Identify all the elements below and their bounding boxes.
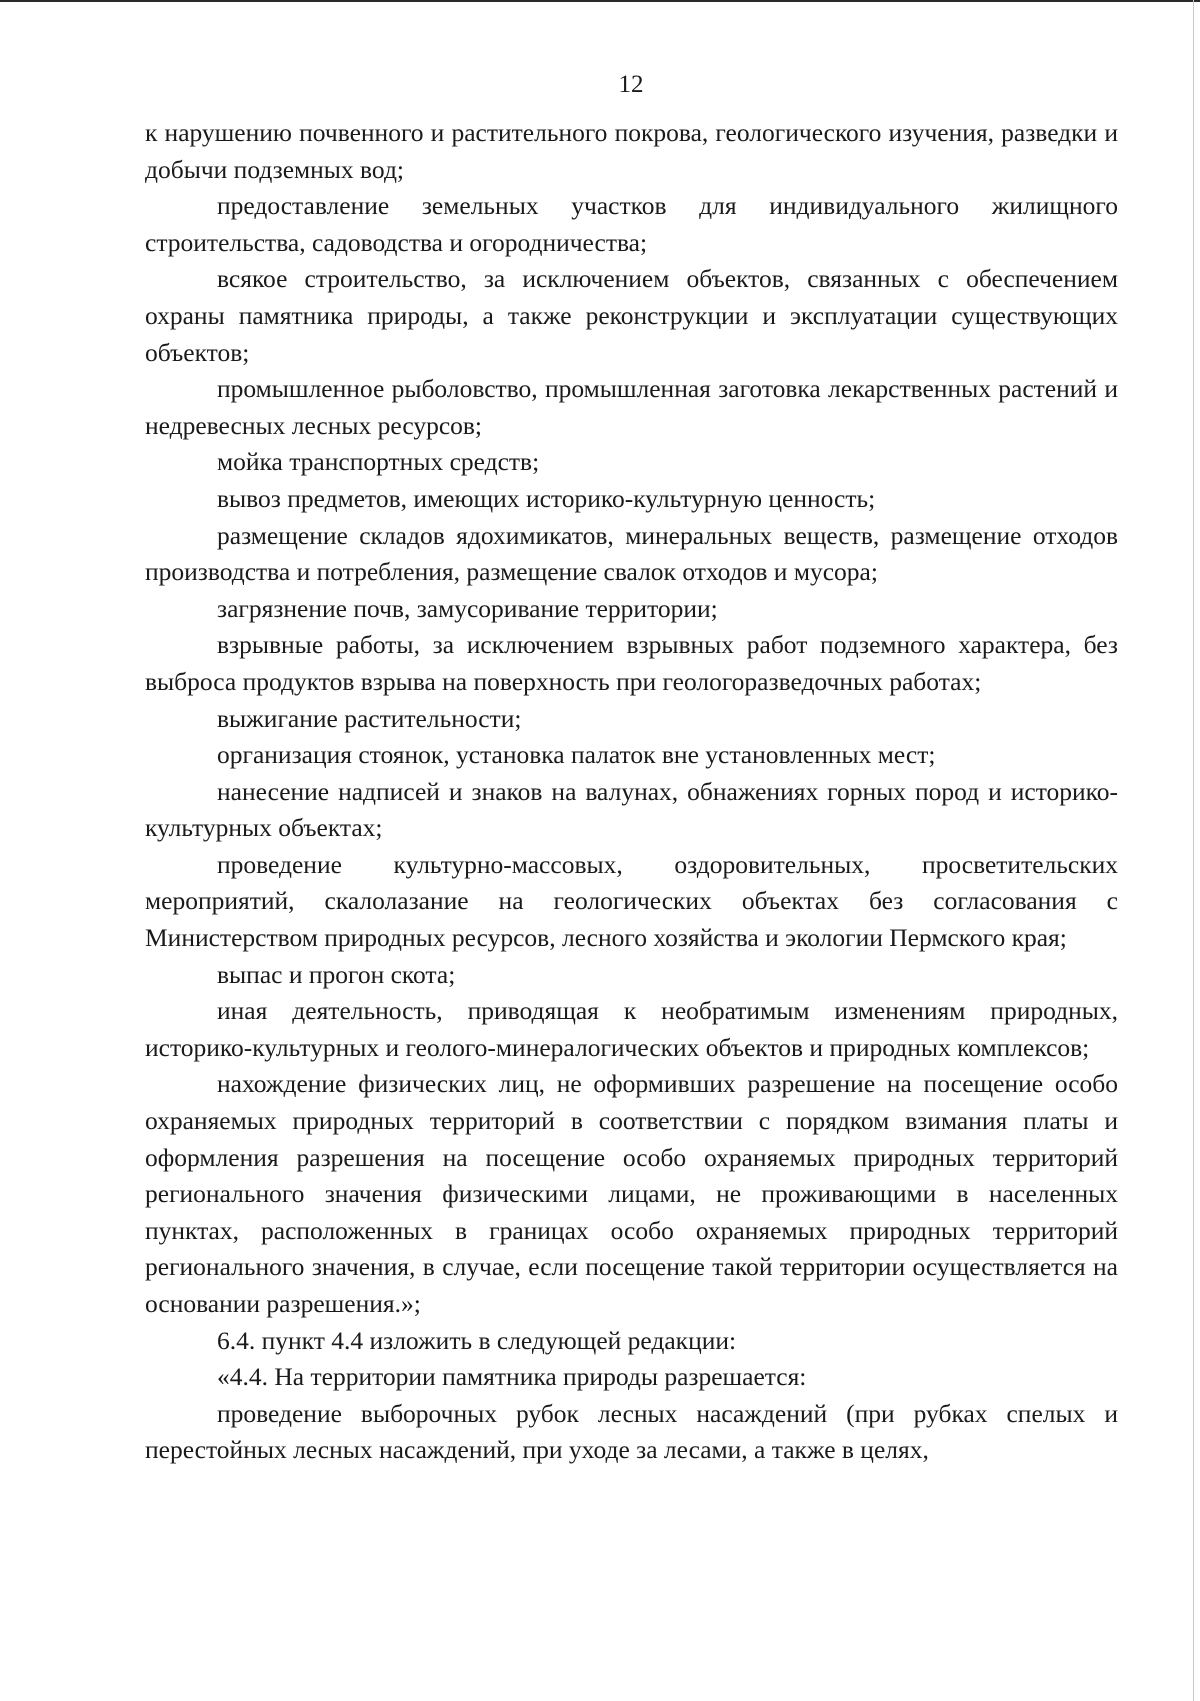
paragraph: иная деятельность, приводящая к необратимым изменениям природных, историко-культурных и геолого-минералогических объектов и природных комплексов; xyxy=(145,996,1118,1062)
paragraph: предоставление земельных участков для индивидуального жилищного строительства, садоводства и огородничества; xyxy=(145,191,1118,257)
paragraph: 6.4. пункт 4.4 изложить в следующей редакции: xyxy=(217,1325,737,1355)
paragraph: организация стоянок, установка палаток вне установленных мест; xyxy=(217,740,936,770)
page-number: 12 xyxy=(618,71,644,98)
paragraph: выжигание растительности; xyxy=(217,703,522,733)
paragraph: размещение складов ядохимикатов, минеральных веществ, размещение отходов производства и потребления, размещение свалок отходов и мусора; xyxy=(145,520,1118,587)
paragraph: выпас и прогон скота; xyxy=(217,959,456,989)
paragraph: загрязнение почв, замусоривание территории; xyxy=(217,593,718,623)
paragraph: мойка транспортных средств; xyxy=(217,447,540,477)
paragraph: проведение выборочных рубок лесных насаждений (при рубках спелых и перестойных лесных насаждений, при уходе за лесами, а также в целях, xyxy=(145,1398,1118,1465)
paragraph: к нарушению почвенного и растительного покрова, геологического изучения, разведки и добычи подземных вод; xyxy=(145,118,1118,184)
paragraph: проведение культурно-массовых, оздоровительных, просветительских мероприятий, скалолазание на геологических объектах без согласования с Министерством природных ресурсов, лесного хозяйства и экологии Пермского края; xyxy=(145,849,1118,953)
paragraph: нанесение надписей и знаков на валунах, обнажениях горных пород и историко-культурных объектах; xyxy=(145,776,1118,843)
document-body xyxy=(145,115,1118,1469)
paragraph: вывоз предметов, имеющих историко-культурную ценность; xyxy=(217,483,876,513)
paragraph: «4.4. На территории памятника природы разрешается: xyxy=(217,1362,807,1392)
paragraph: взрывные работы, за исключением взрывных работ подземного характера, без выброса продуктов взрыва на поверхность при геологоразведочных работах; xyxy=(145,630,1118,696)
paragraph: нахождение физических лиц, не оформивших разрешение на посещение особо охраняемых природных территорий в соответствии с порядком взимания платы и оформления разрешения на посещение особо охраняемых природных территорий регионального значения физическими лицами, не проживающими в населенных пунктах, расположенных в границах особо охраняемых природных территорий регионального значения, в случае, если посещение такой территории осуществляется на основании разрешения.»; xyxy=(145,1069,1118,1318)
scan-right-edge xyxy=(1193,0,1194,1701)
scan-top-edge xyxy=(0,0,1200,2)
paragraph: всякое строительство, за исключением объектов, связанных с обеспечением охраны памятника природы, а также реконструкции и эксплуатации существующих объектов; xyxy=(145,264,1118,367)
paragraph: промышленное рыболовство, промышленная заготовка лекарственных растений и недревесных лесных ресурсов; xyxy=(145,374,1118,440)
